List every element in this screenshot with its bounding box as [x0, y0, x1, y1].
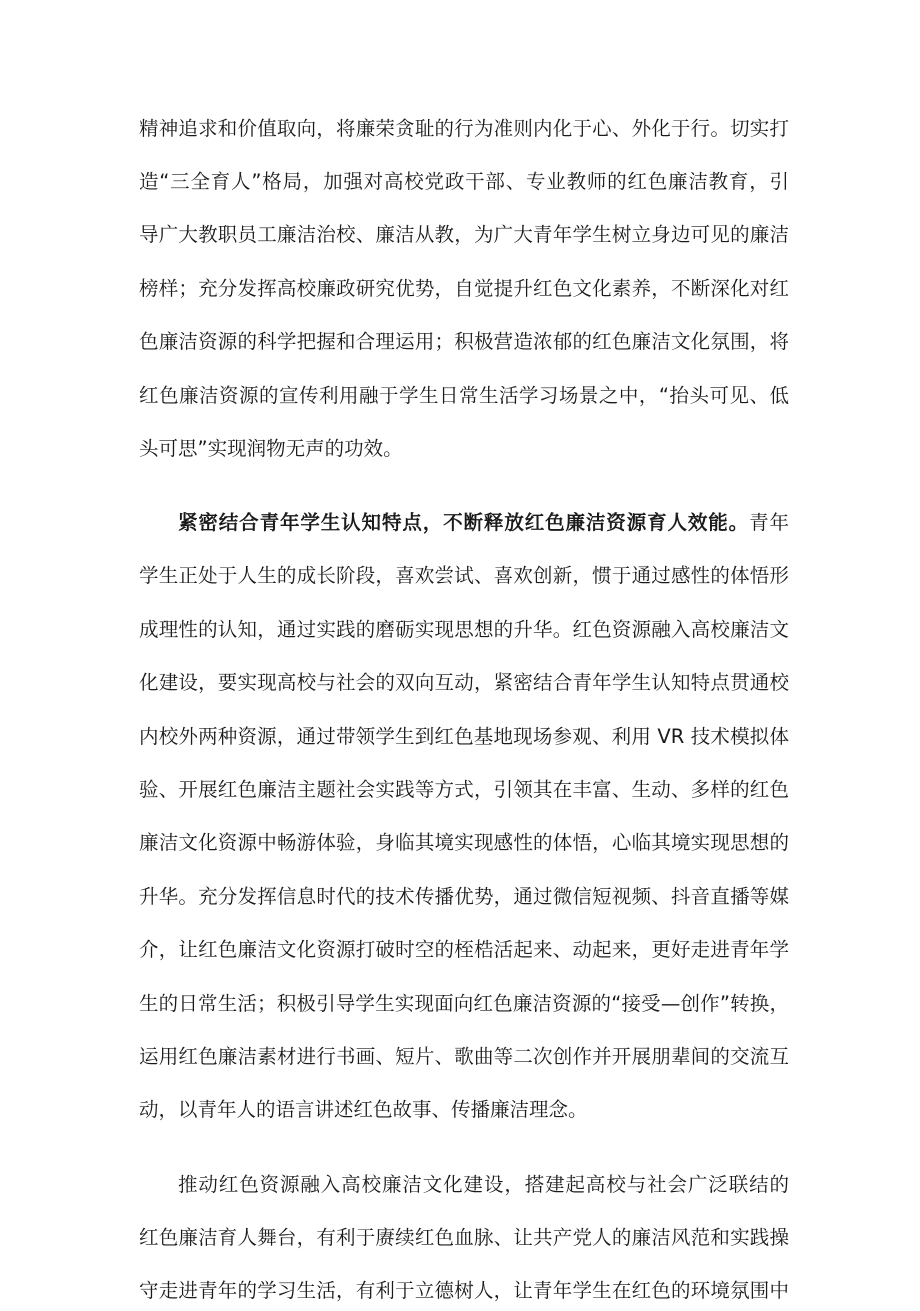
text-line: 头可思”实现润物无声的功效。	[139, 437, 403, 460]
text-line: 内校外两种资源，通过带领学生到红色基地现场参观、利用 VR 技术模拟体	[139, 725, 789, 748]
text-line: 动，以青年人的语言讲述红色故事、传播廉洁理念。	[139, 1098, 588, 1121]
text-line: 验、开展红色廉洁主题社会实践等方式，引领其在丰富、生动、多样的红色	[139, 778, 789, 801]
text-line: 造“三全育人”格局，加强对高校党政干部、专业教师的红色廉洁教育，引	[139, 170, 789, 193]
text-line: 色廉洁资源的科学把握和合理运用；积极营造浓郁的红色廉洁文化氛围，将	[139, 330, 789, 353]
text-line: 化建设，要实现高校与社会的双向互动，紧密结合青年学生认知特点贯通校	[139, 671, 789, 694]
text-line: 廉洁文化资源中畅游体验，身临其境实现感性的体悟，心临其境实现思想的	[139, 831, 789, 854]
paragraph-heading-tail: 青年	[749, 511, 789, 534]
paragraph-heading: 紧密结合青年学生认知特点，不断释放红色廉洁资源育人效能。	[178, 511, 750, 534]
text-line: 升华。充分发挥信息时代的技术传播优势，通过微信短视频、抖音直播等媒	[139, 885, 789, 908]
text-line: 精神追求和价值取向，将廉荣贪耻的行为准则内化于心、外化于行。切实打	[139, 117, 789, 140]
text-line: 学生正处于人生的成长阶段，喜欢尝试、喜欢创新，惯于通过感性的体悟形	[139, 564, 789, 587]
text-line: 介，让红色廉洁文化资源打破时空的桎梏活起来、动起来，更好走进青年学	[139, 938, 789, 961]
paragraph-heading-line	[178, 503, 789, 543]
text-line: 运用红色廉洁素材进行书画、短片、歌曲等二次创作并开展朋辈间的交流互	[139, 1045, 789, 1068]
text-line: 生的日常生活；积极引导学生实现面向红色廉洁资源的“接受—创作”转换，	[139, 992, 789, 1015]
text-line: 红色廉洁育人舞台，有利于赓续红色血脉、让共产党人的廉洁风范和实践操	[139, 1226, 789, 1249]
text-line: 导广大教职员工廉洁治校、廉洁从教，为广大青年学生树立身边可见的廉洁	[139, 223, 789, 246]
text-line: 红色廉洁资源的宣传利用融于学生日常生活学习场景之中，“抬头可见、低	[139, 384, 789, 407]
text-line: 推动红色资源融入高校廉洁文化建设，搭建起高校与社会广泛联结的	[178, 1173, 789, 1196]
text-line: 守走进青年的学习生活，有利于立德树人，让青年学生在红色的环境氛围中	[139, 1279, 789, 1302]
text-line: 榜样；充分发挥高校廉政研究优势，自觉提升红色文化素养，不断深化对红	[139, 277, 789, 300]
text-line: 成理性的认知，通过实践的磨砺实现思想的升华。红色资源融入高校廉洁文	[139, 618, 789, 641]
